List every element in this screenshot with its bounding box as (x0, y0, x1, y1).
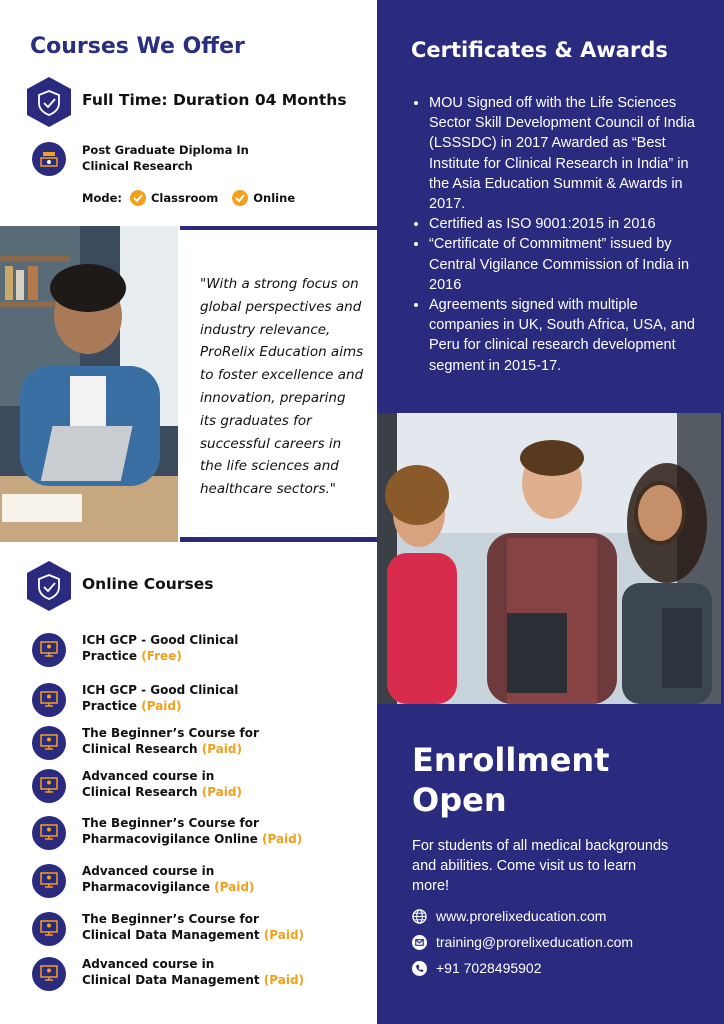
website-row[interactable] (412, 908, 606, 924)
course-icon (32, 864, 66, 898)
courses-heading: Courses We Offer (30, 34, 245, 59)
certificate-item: • Certified as ISO 9001:2015 in 2016 (429, 214, 709, 234)
globe-icon (412, 909, 427, 924)
course-line2: Pharmacovigilance (Paid) (82, 880, 255, 894)
course-line1: Advanced course in (82, 864, 215, 878)
student-laptop-photo (0, 226, 178, 542)
course-line1: The Beginner’s Course for (82, 816, 259, 830)
monitor-icon (32, 864, 66, 898)
enrollment-line1: Enrollment (412, 741, 610, 779)
course-icon (32, 912, 66, 946)
online-course-item[interactable] (82, 682, 238, 714)
course-price-tag: (Paid) (201, 785, 242, 799)
course-line2: Clinical Data Management (Paid) (82, 928, 305, 942)
course-line1: Advanced course in (82, 957, 215, 971)
phone-row[interactable] (412, 960, 542, 976)
phone-link[interactable]: +91 7028495902 (436, 960, 542, 976)
course-price-tag: (Paid) (263, 928, 305, 942)
email-link[interactable]: training@prorelixeducation.com (436, 934, 634, 950)
monitor-icon (32, 769, 66, 803)
enrollment-heading (412, 740, 609, 820)
course-icon (32, 633, 66, 667)
full-time-title: Full Time: Duration 04 Months (82, 91, 347, 109)
mission-quote: "With a strong focus on global perspectives and industry relevance, ProRelix Education aims to foster excellence and innovation, preparing its graduates for successful careers in the life sciences and healthcare sectors." (200, 276, 364, 498)
course-icon (32, 726, 66, 760)
course-price-tag: (Paid) (261, 832, 303, 846)
online-course-item[interactable] (82, 863, 254, 895)
monitor-icon (32, 912, 66, 946)
online-course-item[interactable] (82, 956, 304, 988)
shield-check-icon (26, 560, 72, 612)
check-icon (130, 190, 146, 206)
enrollment-text: For students of all medical backgrounds and abilities. Come visit us to learn more! (412, 838, 669, 894)
online-course-item[interactable] (82, 815, 302, 847)
mode-row (82, 190, 295, 206)
program-name (82, 142, 249, 174)
course-icon (32, 816, 66, 850)
monitor-icon (32, 816, 66, 850)
course-line1: The Beginner’s Course for (82, 912, 259, 926)
course-icon (32, 769, 66, 803)
monitor-icon (32, 957, 66, 991)
course-line2: Clinical Research (Paid) (82, 742, 242, 756)
course-price-tag: (Paid) (263, 973, 305, 987)
quote-bottom-rule (180, 537, 377, 542)
certificate-item: • Agreements signed with multiple companies in UK, South Africa, USA, and Peru for clinical research development segment in 2015-17. (429, 295, 709, 376)
course-line2: Pharmacovigilance Online (Paid) (82, 832, 303, 846)
certificate-item: • “Certificate of Commitment” issued by Central Vigilance Commission of India in 2016 (429, 234, 709, 295)
shield-check-icon (26, 76, 72, 128)
course-price-tag: (Paid) (141, 699, 182, 713)
course-line2: Practice (Paid) (82, 699, 182, 713)
students-thumbs-up-photo (377, 413, 721, 704)
online-course-item[interactable] (82, 725, 259, 757)
course-line1: ICH GCP - Good Clinical (82, 633, 239, 647)
program-line1: Post Graduate Diploma In (82, 143, 249, 157)
mode-online: Online (253, 191, 296, 205)
mode-label: Mode: (82, 191, 122, 205)
online-course-item[interactable] (82, 632, 238, 664)
course-price-tag: (Free) (141, 649, 182, 663)
course-price-tag: (Paid) (201, 742, 242, 756)
course-line1: The Beginner’s Course for (82, 726, 259, 740)
website-link[interactable]: www.prorelixeducation.com (436, 908, 607, 924)
certificates-list (411, 93, 709, 376)
certificates-heading: Certificates & Awards (411, 38, 668, 62)
course-line1: Advanced course in (82, 769, 215, 783)
diploma-icon (32, 142, 66, 176)
course-icon (32, 957, 66, 991)
monitor-icon (32, 633, 66, 667)
program-icon-wrap (32, 142, 66, 176)
phone-icon (412, 961, 427, 976)
course-icon (32, 683, 66, 717)
course-line2: Clinical Data Management (Paid) (82, 973, 305, 987)
course-price-tag: (Paid) (214, 880, 255, 894)
email-row[interactable] (412, 934, 633, 950)
course-line1: ICH GCP - Good Clinical (82, 683, 239, 697)
monitor-icon (32, 726, 66, 760)
quote-top-rule (180, 226, 377, 230)
course-line2: Clinical Research (Paid) (82, 785, 242, 799)
monitor-icon (32, 683, 66, 717)
enrollment-line2: Open (412, 781, 507, 819)
email-icon (412, 935, 427, 950)
online-course-item[interactable] (82, 768, 242, 800)
certificate-item: • MOU Signed off with the Life Sciences Sector Skill Development Council of India (LSSSDC) in 2017 Awarded as “Best Institute for Clinical Research in India” in the Asia Education Summit & Awards in 2017. (429, 93, 709, 214)
mode-classroom: Classroom (150, 191, 219, 205)
program-line2: Clinical Research (82, 159, 193, 173)
course-line2: Practice (Free) (82, 649, 182, 663)
check-icon (232, 190, 248, 206)
online-courses-heading: Online Courses (82, 575, 214, 593)
online-course-item[interactable] (82, 911, 304, 943)
